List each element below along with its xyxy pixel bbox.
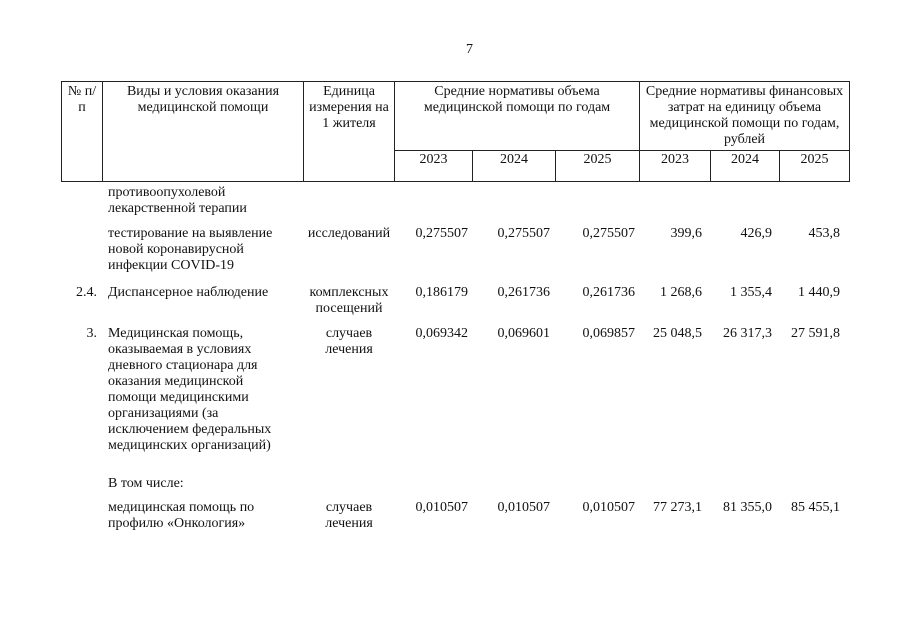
- finance-value: 1 355,4: [730, 285, 772, 300]
- row-kind-line: исключением федеральных: [108, 422, 272, 437]
- header-unit-cell: Единица измерения на 1 жителя: [303, 81, 395, 182]
- volume-value: 0,069857: [582, 326, 635, 341]
- header-year-cell: 2024: [710, 150, 780, 182]
- volume-value: 0,010507: [497, 500, 550, 515]
- row-kind-line: Медицинская помощь,: [108, 326, 244, 341]
- volume-value: 0,261736: [582, 285, 635, 300]
- finance-value: 426,9: [740, 226, 772, 241]
- header-year-cell: 2024: [472, 150, 556, 182]
- volume-value: 0,010507: [415, 500, 468, 515]
- volume-value: 0,069601: [497, 326, 550, 341]
- volume-value: 0,275507: [497, 226, 550, 241]
- header-num-cell: № п/п: [61, 81, 103, 182]
- header-kind-cell: Виды и условия оказания медицинской помощи: [102, 81, 304, 182]
- row-unit-line: посещений: [315, 301, 383, 316]
- row-unit-line: исследований: [307, 226, 391, 241]
- finance-value: 85 455,1: [791, 500, 840, 515]
- finance-value: 1 268,6: [660, 285, 702, 300]
- row-kind-line: медицинская помощь по: [108, 500, 255, 515]
- row-kind-line: дневного стационара для: [108, 358, 258, 373]
- row-kind-line: организациями (за: [108, 406, 219, 421]
- row-kind-line: оказания медицинской: [108, 374, 244, 389]
- row-kind-line: помощи медицинскими: [108, 390, 249, 405]
- row-kind-line: В том числе:: [108, 476, 184, 491]
- volume-value: 0,186179: [415, 285, 468, 300]
- finance-value: 25 048,5: [653, 326, 702, 341]
- row-kind-line: профилю «Онкология»: [108, 516, 246, 531]
- volume-value: 0,275507: [415, 226, 468, 241]
- row-unit-line: лечения: [325, 516, 373, 531]
- header-year-cell: 2023: [639, 150, 711, 182]
- header-year-cell: 2023: [394, 150, 473, 182]
- volume-value: 0,010507: [582, 500, 635, 515]
- page-number: 7: [466, 42, 473, 57]
- row-kind-line: тестирование на выявление: [108, 226, 273, 241]
- finance-value: 81 355,0: [723, 500, 772, 515]
- row-kind-line: инфекции COVID-19: [108, 258, 235, 273]
- header-volume-cell: Средние нормативы объема медицинской помощи по годам: [394, 81, 640, 151]
- row-unit-line: комплексных: [309, 285, 389, 300]
- finance-value: 27 591,8: [791, 326, 840, 341]
- volume-value: 0,261736: [497, 285, 550, 300]
- header-year-cell: 2025: [555, 150, 640, 182]
- finance-value: 26 317,3: [723, 326, 772, 341]
- row-unit-line: случаев: [325, 500, 373, 515]
- row-kind-line: противоопухолевой: [108, 185, 226, 200]
- header-year-cell: 2025: [779, 150, 850, 182]
- row-kind-line: медицинских организаций): [108, 438, 271, 453]
- row-unit-line: лечения: [325, 342, 373, 357]
- row-unit-line: случаев: [325, 326, 373, 341]
- finance-value: 453,8: [808, 226, 840, 241]
- row-number: 3.: [86, 326, 97, 341]
- row-kind-line: новой коронавирусной: [108, 242, 244, 257]
- row-number: 2.4.: [76, 285, 97, 300]
- row-kind-line: лекарственной терапии: [108, 201, 247, 216]
- row-kind-line: оказываемая в условиях: [108, 342, 252, 357]
- volume-value: 0,275507: [582, 226, 635, 241]
- header-finance-cell: Средние нормативы финансовых затрат на единицу объема медицинской помощи по годам, рублей: [639, 81, 850, 151]
- row-kind-line: Диспансерное наблюдение: [108, 285, 269, 300]
- finance-value: 399,6: [670, 226, 702, 241]
- volume-value: 0,069342: [415, 326, 468, 341]
- finance-value: 1 440,9: [798, 285, 840, 300]
- finance-value: 77 273,1: [653, 500, 702, 515]
